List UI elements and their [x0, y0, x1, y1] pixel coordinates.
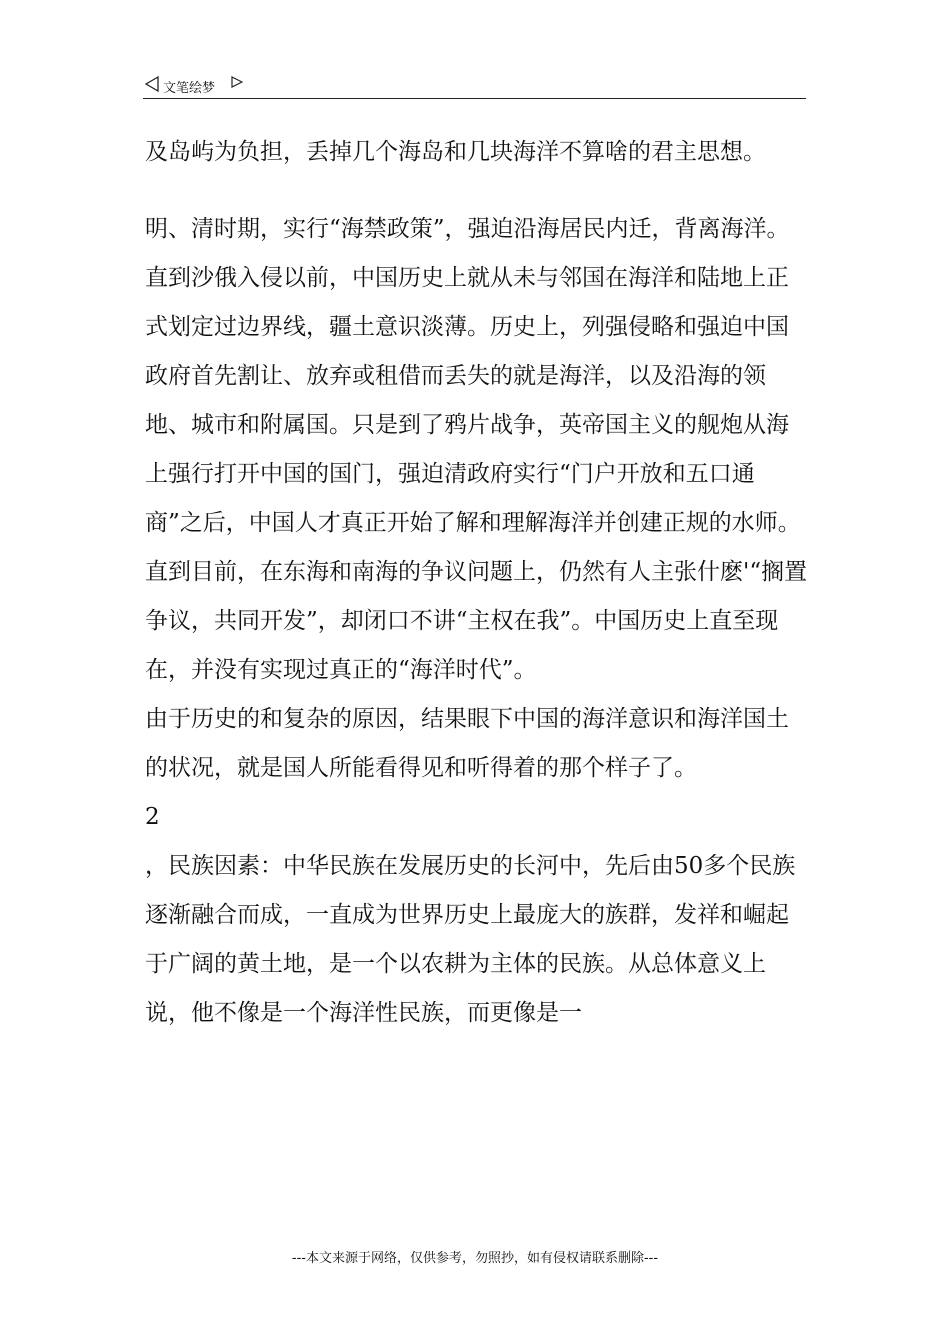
header-title: 文笔绘梦 [163, 81, 216, 96]
paragraph: 及岛屿为负担，丢掉几个海岛和几块海洋不算啥的君主思想。 [145, 139, 766, 165]
document-body [145, 128, 810, 1038]
paragraph: ，民族因素：中华民族在发展历史的长河中，先后由50多个民族逐渐融合而成，一直成为世界历史上最庞大的族群，发祥和崛起于广阔的黄土地，是一个以农耕为主体的民族。从总体意义上说，他不像是一个海洋性民族，而更像是一 [145, 853, 796, 1026]
paragraph: 明、清时期，实行“海禁政策”，强迫沿海居民内迁，背离海洋。直到沙俄入侵以前，中国历史上就从未与邻国在海洋和陆地上正式划定过边界线，疆土意识淡薄。历史上，列强侵略和强迫中国政府首先割让、放弃或租借而丢失的就是海洋，以及沿海的领地、城市和附属国。只是到了鸦片战争，英帝国主义的舰炮从海上强行打开中国的国门，强迫清政府实行“门户开放和五口通商”之后，中国人才真正开始了解和理解海洋并创建正规的水师。直到目前，在东海和南海的争议问题上，仍然有人主张什麽'“搁置争议，共同开发”，却闭口不讲“主权在我”。中国历史上直至现在，并没有实现过真正的“海洋时代”。 [145, 216, 808, 683]
page-header [143, 74, 806, 99]
paragraph: 由于历史的和复杂的原因，结果眼下中国的海洋意识和海洋国土的状况，就是国人所能看得见和听得着的那个样子了。 [145, 706, 789, 781]
section-number: 2 [145, 804, 160, 830]
triangle-right-icon [231, 75, 243, 89]
footer-disclaimer: ---本文来源于网络，仅供参考，勿照抄，如有侵权请联系删除--- [291, 1251, 659, 1266]
triangle-left-icon [145, 76, 159, 92]
